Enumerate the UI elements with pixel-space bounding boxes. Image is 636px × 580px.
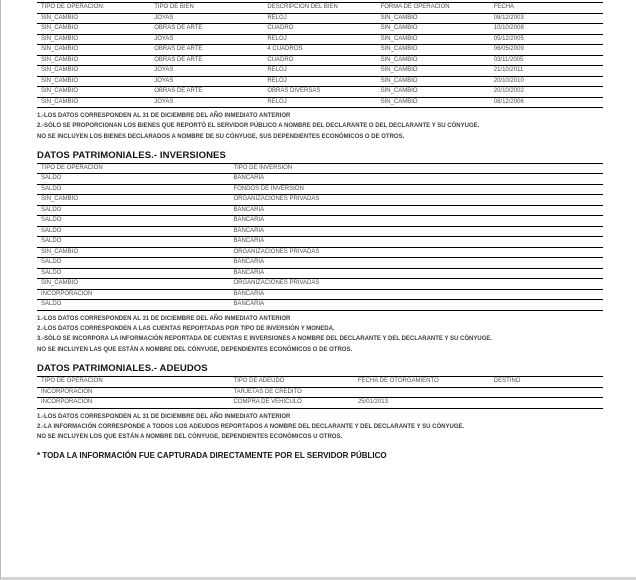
table-cell: JOYAS (150, 66, 263, 77)
note-line: 1.-LOS DATOS CORRESPONDEN AL 31 DE DICIEMBRE DEL AÑO INMEDIATO ANTERIOR (37, 315, 291, 322)
column-header-tipo-operacion: TIPO DE OPERACION (37, 163, 229, 174)
table-row (37, 387, 603, 398)
table-row (37, 174, 603, 185)
table-cell: BANCARIA (229, 300, 603, 311)
table-cell: RELOJ (263, 34, 376, 45)
bienes-notes (37, 111, 603, 142)
table-cell: BANCARIA (229, 289, 603, 300)
table-cell: 4 CUADROS (263, 45, 376, 56)
table-cell: CUADRO (263, 24, 376, 35)
table-header-row (37, 3, 603, 14)
table-cell: BANCARIA (229, 216, 603, 227)
table-cell: RELOJ (263, 13, 376, 24)
table-cell: RELOJ (263, 97, 376, 108)
table-cell: SALDO (37, 258, 229, 269)
table-cell: SIN_CAMBIO (37, 247, 229, 258)
table-cell: 03/11/2005 (490, 55, 603, 66)
table-row (37, 205, 603, 216)
table-cell: BANCARIA (229, 268, 603, 279)
table-cell: FONDOS DE INVERSION (229, 184, 603, 195)
table-cell: SALDO (37, 226, 229, 237)
table-cell: SIN_CAMBIO (377, 45, 490, 56)
table-cell: SIN_CAMBIO (37, 76, 150, 87)
table-cell: BANCARIA (229, 205, 603, 216)
table-cell: OBRAS DE ARTE (150, 87, 263, 98)
table-cell (354, 387, 490, 398)
table-cell: INCORPORACION (37, 289, 229, 300)
note-line: NO SE INCLUYEN LAS QUE ESTÁN A NOMBRE DEL CÓNYUGE, DEPENDIENTES ECONÓMICOS O DE OTROS. (37, 346, 353, 353)
table-cell: SIN_CAMBIO (377, 34, 490, 45)
table-cell: BANCARIA (229, 258, 603, 269)
table-cell: SIN_CAMBIO (37, 24, 150, 35)
table-row (37, 216, 603, 227)
table-header-row (37, 377, 603, 388)
note-line: 1.-LOS DATOS CORRESPONDEN AL 31 DE DICIEMBRE DEL AÑO INMEDIATO ANTERIOR (37, 113, 291, 119)
table-cell: SIN_CAMBIO (377, 13, 490, 24)
section-title-inversiones: DATOS PATRIMONIALES.- INVERSIONES (37, 149, 226, 161)
table-cell: OBRAS DE ARTE (150, 55, 263, 66)
table-row (37, 398, 603, 409)
table-cell: SIN_CAMBIO (37, 87, 150, 98)
table-cell (490, 387, 603, 398)
table-cell: JOYAS (150, 34, 263, 45)
table-cell: BANCARIA (229, 174, 603, 185)
adeudos-notes (37, 412, 603, 443)
table-cell: SALDO (37, 268, 229, 279)
note-line: NO SE INCLUYEN LOS QUE ESTÁN A NOMBRE DEL CÓNYUGE, DEPENDIENTES ECONÓMICOS U OTROS. (37, 434, 343, 441)
table-row (37, 258, 603, 269)
table-row (37, 268, 603, 279)
table-row (37, 34, 603, 45)
inversiones-notes (37, 314, 603, 355)
table-cell: SIN_CAMBIO (37, 45, 150, 56)
table-cell: SIN_CAMBIO (37, 66, 150, 77)
column-header-tipo-bien: TIPO DE BIEN (150, 3, 263, 14)
table-cell: SALDO (37, 216, 229, 227)
note-line: 3.-SÓLO SE INCORPORA LA INFORMACIÓN REPORTADA DE CUENTAS E INVERSIONES A NOMBRE DEL DECLARANTE Y DEL DECLARANTE Y SU CÓNYUGE. (37, 336, 493, 343)
note-line: 2.-SÓLO SE PROPORCIONAN LOS BIENES QUE REPORTÓ EL SERVIDOR PÚBLICO A NOMBRE DEL DECLARANTE O DEL DECLARANTE Y SU CÓNYUGE. (37, 123, 480, 130)
table-cell: ORGANIZACIONES PRIVADAS (229, 195, 603, 206)
table-cell: INCORPORACION (37, 398, 229, 409)
table-row (37, 289, 603, 300)
column-header-fecha: FECHA (490, 3, 603, 14)
column-header-tipo-inversion: TIPO DE INVERSIÓN (229, 163, 603, 174)
table-cell: CUADRO (263, 55, 376, 66)
table-cell: RELOJ (263, 66, 376, 77)
column-header-descripcion-bien: DESCRIPCIÓN DEL BIEN (263, 3, 376, 14)
table-cell: SALDO (37, 205, 229, 216)
table-cell: 08/12/2003 (490, 13, 603, 24)
table-cell: 25/01/2013 (354, 398, 490, 409)
table-cell: SIN_CAMBIO (37, 55, 150, 66)
table-cell: 20/10/2010 (490, 76, 603, 87)
table-cell: SIN_CAMBIO (377, 24, 490, 35)
table-cell: OBRAS DE ARTE (150, 45, 263, 56)
table-row (37, 97, 603, 108)
table-row (37, 279, 603, 290)
table-cell: SALDO (37, 300, 229, 311)
table-header-row (37, 163, 603, 174)
table-cell: SIN_CAMBIO (37, 34, 150, 45)
table-row (37, 24, 603, 35)
adeudos-table-body (37, 387, 603, 408)
table-row (37, 237, 603, 248)
table-cell: JOYAS (150, 76, 263, 87)
table-cell: ORGANIZACIONES PRIVADAS (229, 247, 603, 258)
note-line: NO SE INCLUYEN LOS BIENES DECLARADOS A NOMBRE DE SU CÓNYUGE, SUS DEPENDIENTES ECONÓMICOS O DE OTROS. (37, 133, 405, 140)
table-cell: SIN_CAMBIO (37, 279, 229, 290)
table-cell: SIN_CAMBIO (377, 66, 490, 77)
note-line: 2.-LOS DATOS CORRESPONDEN A LAS CUENTAS REPORTADAS POR TIPO DE INVERSIÓN Y MONEDA. (37, 326, 335, 333)
table-cell: ORGANIZACIONES PRIVADAS (229, 279, 603, 290)
table-cell: SIN_CAMBIO (37, 13, 150, 24)
note-line: 2.-LA INFORMACIÓN CORRESPONDE A TODOS LOS ADEUDOS REPORTADOS A NOMBRE DEL DECLARANTE Y DEL DECLARANTE Y SU CÓNYUGE. (37, 423, 465, 430)
table-row (37, 76, 603, 87)
table-row (37, 226, 603, 237)
table-cell: SALDO (37, 184, 229, 195)
table-cell: 20/10/2002 (490, 87, 603, 98)
table-cell: BANCARIA (229, 226, 603, 237)
table-row (37, 55, 603, 66)
section-title-adeudos: DATOS PATRIMONIALES.- ADEUDOS (37, 363, 208, 375)
adeudos-table (37, 376, 603, 409)
bienes-table-body (37, 13, 603, 108)
table-cell: 06/05/2009 (490, 45, 603, 56)
table-cell: 21/10/2011 (490, 66, 603, 77)
table-cell: OBRAS DIVERSAS (263, 87, 376, 98)
table-row (37, 247, 603, 258)
table-row (37, 13, 603, 24)
note-line: 1.-LOS DATOS CORRESPONDEN AL 31 DE DICIEMBRE DEL AÑO INMEDIATO ANTERIOR (37, 413, 291, 420)
table-cell: 05/12/2005 (490, 34, 603, 45)
column-header-tipo-operacion: TIPO DE OPERACIÓN: (37, 3, 150, 14)
table-cell: 08/12/2006 (490, 97, 603, 108)
table-row (37, 45, 603, 56)
table-cell: SIN_CAMBIO (377, 55, 490, 66)
table-cell: SIN_CAMBIO (377, 76, 490, 87)
table-row (37, 195, 603, 206)
table-row (37, 87, 603, 98)
bienes-table (37, 2, 603, 108)
column-header-tipo-adeudo: TIPO DE ADEUDO (229, 377, 354, 388)
table-cell: JOYAS (150, 97, 263, 108)
table-cell: RELOJ (263, 76, 376, 87)
table-cell: TARJETAS DE CREDITO (229, 387, 354, 398)
inversiones-table (37, 163, 603, 311)
table-cell: 10/10/2008 (490, 24, 603, 35)
table-cell: BANCARIA (229, 237, 603, 248)
inversiones-table-body (37, 174, 603, 311)
table-row (37, 184, 603, 195)
table-cell: INCORPORACION (37, 387, 229, 398)
table-cell: SIN_CAMBIO (377, 97, 490, 108)
table-cell: JOYAS (150, 13, 263, 24)
table-row (37, 300, 603, 311)
table-cell: OBRAS DE ARTE (150, 24, 263, 35)
table-cell: SIN_CAMBIO (37, 97, 150, 108)
table-cell: SALDO (37, 237, 229, 248)
footer-disclaimer: * TODA LA INFORMACIÓN FUE CAPTURADA DIRECTAMENTE POR EL SERVIDOR PÚBLICO (37, 451, 387, 461)
column-header-fecha-otorgamiento: FECHA DE OTORGAMIENTO (354, 377, 490, 388)
table-cell: SALDO (37, 174, 229, 185)
column-header-forma-operacion: FORMA DE OPERACIÓN (377, 3, 490, 14)
column-header-destino: DESTINO (490, 377, 603, 388)
column-header-tipo-operacion: TIPO DE OPERACIÓN (37, 377, 229, 388)
table-cell: COMPRA DE VEHICULO (229, 398, 354, 409)
table-cell (490, 398, 603, 409)
table-row (37, 66, 603, 77)
table-cell: SIN_CAMBIO (37, 195, 229, 206)
table-cell: SIN_CAMBIO (377, 87, 490, 98)
